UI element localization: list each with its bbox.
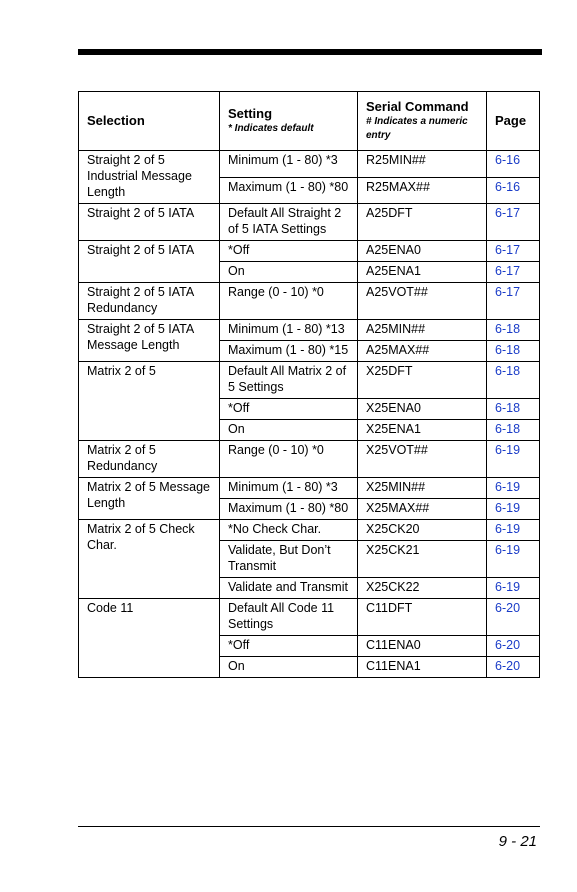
page-link[interactable]: 6-18 [487, 320, 540, 341]
selection-cell: Matrix 2 of 5 [79, 362, 220, 441]
setting-cell: *Off [220, 241, 358, 262]
setting-cell: Default All Matrix 2 of 5 Settings [220, 362, 358, 399]
setting-cell: On [220, 420, 358, 441]
command-cell: A25MIN## [358, 320, 487, 341]
command-cell: X25ENA0 [358, 399, 487, 420]
command-cell: C11ENA1 [358, 657, 487, 678]
setting-cell: Minimum (1 - 80) *13 [220, 320, 358, 341]
page-link[interactable]: 6-19 [487, 441, 540, 478]
setting-cell: *Off [220, 399, 358, 420]
page-link[interactable]: 6-19 [487, 520, 540, 541]
table-row [79, 599, 540, 636]
selection-cell: Matrix 2 of 5 Redundancy [79, 441, 220, 478]
command-cell: C11ENA0 [358, 636, 487, 657]
page-link[interactable]: 6-17 [487, 204, 540, 241]
header-serial-note: # Indicates a numeric entry [366, 116, 468, 141]
table-row [79, 520, 540, 541]
selection-cell: Straight 2 of 5 Industrial Message Length [79, 151, 220, 204]
setting-cell: Default All Straight 2 of 5 IATA Settings [220, 204, 358, 241]
top-rule [78, 49, 542, 55]
command-cell: X25VOT## [358, 441, 487, 478]
table-row [79, 151, 540, 178]
selection-cell: Straight 2 of 5 IATA [79, 241, 220, 283]
setting-cell: Validate, But Don’t Transmit [220, 541, 358, 578]
command-cell: A25ENA1 [358, 262, 487, 283]
setting-cell: Default All Code 11 Settings [220, 599, 358, 636]
page-link[interactable]: 6-17 [487, 262, 540, 283]
setting-cell: *No Check Char. [220, 520, 358, 541]
page-link[interactable]: 6-20 [487, 636, 540, 657]
page-link[interactable]: 6-18 [487, 399, 540, 420]
page-link[interactable]: 6-17 [487, 283, 540, 320]
command-cell: A25MAX## [358, 341, 487, 362]
header-setting-label: Setting [228, 106, 273, 121]
command-cell: X25CK20 [358, 520, 487, 541]
table-row [79, 441, 540, 478]
command-cell: X25CK21 [358, 541, 487, 578]
setting-cell: Minimum (1 - 80) *3 [220, 151, 358, 178]
command-cell: C11DFT [358, 599, 487, 636]
table-row [79, 204, 540, 241]
command-cell: R25MIN## [358, 151, 487, 178]
command-cell: X25DFT [358, 362, 487, 399]
header-setting-note: * Indicates default [228, 123, 314, 134]
header-serial-command [358, 92, 487, 151]
selection-cell: Matrix 2 of 5 Message Length [79, 478, 220, 520]
page-number: 9 - 21 [498, 833, 537, 850]
table-row [79, 320, 540, 341]
setting-cell: *Off [220, 636, 358, 657]
header-page-label: Page [495, 113, 527, 128]
header-selection [79, 92, 220, 151]
setting-cell: On [220, 262, 358, 283]
table-row [79, 241, 540, 262]
table-header-row [79, 92, 540, 151]
table-row [79, 478, 540, 499]
setting-cell: On [220, 657, 358, 678]
page-link[interactable]: 6-16 [487, 151, 540, 178]
page-link[interactable]: 6-20 [487, 599, 540, 636]
setting-cell: Maximum (1 - 80) *80 [220, 177, 358, 204]
selection-cell: Straight 2 of 5 IATA [79, 204, 220, 241]
page-link[interactable]: 6-19 [487, 541, 540, 578]
selection-cell: Matrix 2 of 5 Check Char. [79, 520, 220, 599]
page-link[interactable]: 6-19 [487, 578, 540, 599]
setting-cell: Range (0 - 10) *0 [220, 283, 358, 320]
command-cell: X25MAX## [358, 499, 487, 520]
setting-cell: Maximum (1 - 80) *15 [220, 341, 358, 362]
setting-cell: Range (0 - 10) *0 [220, 441, 358, 478]
page-link[interactable]: 6-19 [487, 499, 540, 520]
header-setting [220, 92, 358, 151]
page-link[interactable]: 6-17 [487, 241, 540, 262]
selection-cell: Straight 2 of 5 IATA Message Length [79, 320, 220, 362]
header-serial-label: Serial Command [366, 99, 469, 114]
page-link[interactable]: 6-20 [487, 657, 540, 678]
command-cell: A25ENA0 [358, 241, 487, 262]
page-link[interactable]: 6-18 [487, 341, 540, 362]
header-page [487, 92, 540, 151]
serial-command-table [78, 91, 540, 678]
header-selection-label: Selection [87, 113, 145, 128]
setting-cell: Minimum (1 - 80) *3 [220, 478, 358, 499]
command-cell: X25MIN## [358, 478, 487, 499]
bottom-rule [78, 826, 540, 827]
table-row [79, 283, 540, 320]
command-cell: X25CK22 [358, 578, 487, 599]
table-body [79, 151, 540, 678]
command-cell: A25VOT## [358, 283, 487, 320]
selection-cell: Code 11 [79, 599, 220, 678]
setting-cell: Validate and Transmit [220, 578, 358, 599]
page-link[interactable]: 6-16 [487, 177, 540, 204]
command-cell: X25ENA1 [358, 420, 487, 441]
setting-cell: Maximum (1 - 80) *80 [220, 499, 358, 520]
page-link[interactable]: 6-19 [487, 478, 540, 499]
table-row [79, 362, 540, 399]
command-cell: R25MAX## [358, 177, 487, 204]
page-link[interactable]: 6-18 [487, 362, 540, 399]
selection-cell: Straight 2 of 5 IATA Redundancy [79, 283, 220, 320]
page-link[interactable]: 6-18 [487, 420, 540, 441]
command-cell: A25DFT [358, 204, 487, 241]
